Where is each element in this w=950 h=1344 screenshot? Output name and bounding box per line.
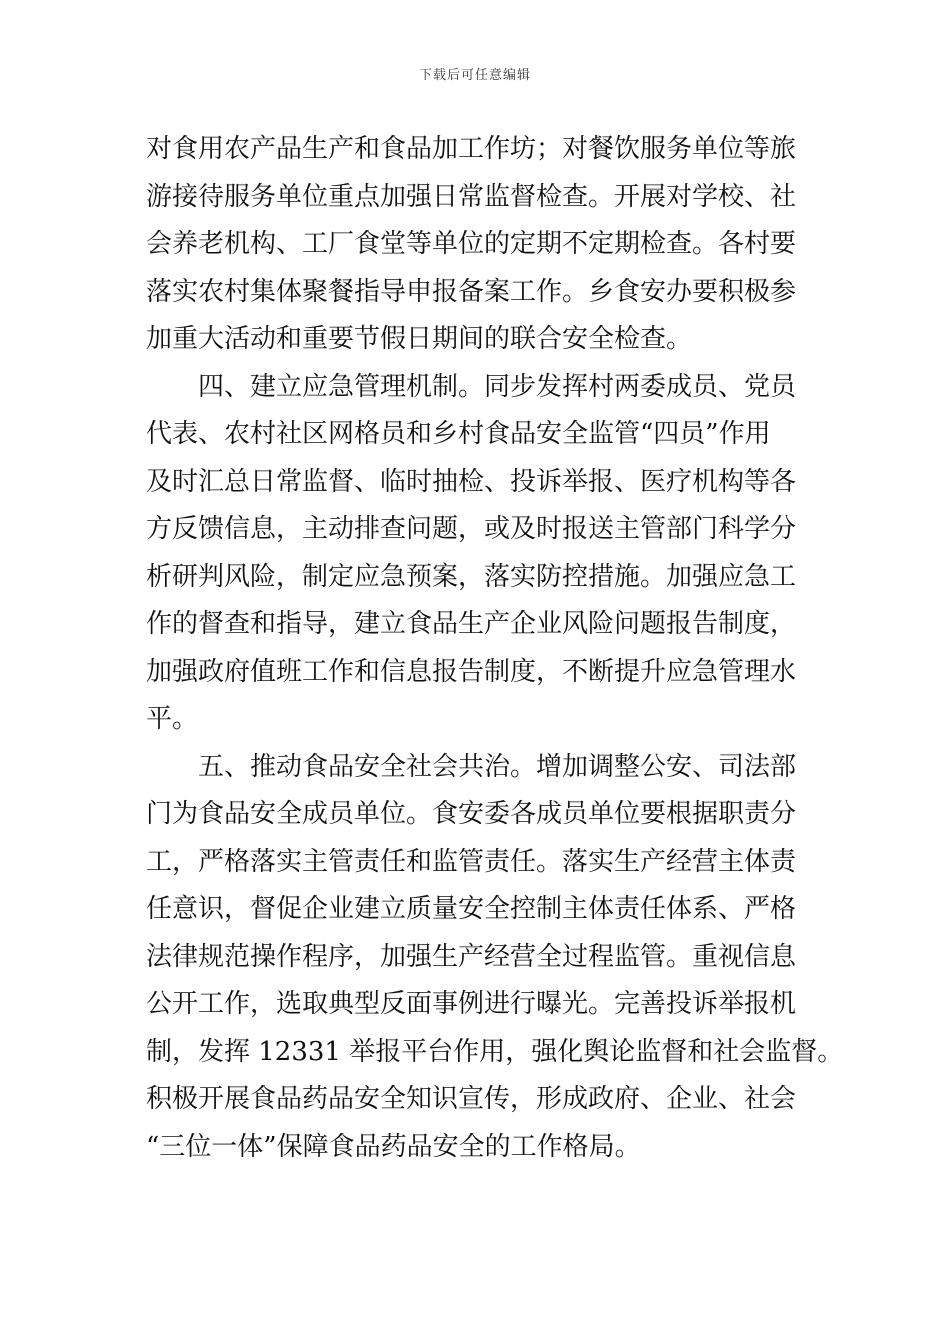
text-line: 公开工作，选取典型反面事例进行曝光。完善投诉举报机 [146, 989, 797, 1019]
text-line: 四、建立应急管理机制。同步发挥村两委成员、党员 [198, 371, 797, 402]
text-line: 工，严格落实主管责任和监管责任。落实生产经营主体责 [146, 846, 797, 877]
text-line: “三位一体”保障食品药品安全的工作格局。 [146, 1131, 641, 1162]
text-line: 及时汇总日常监督、临时抽检、投诉举报、医疗机构等各 [146, 466, 797, 497]
text-line: 法律规范操作程序，加强生产经营全过程监管。重视信息 [146, 941, 797, 972]
text-line: 平。 [146, 704, 199, 734]
text-line: 作的督查和指导，建立食品生产企业风险问题报告制度， [146, 609, 797, 639]
paragraph-1 [146, 126, 806, 364]
text-line: 析研判风险，制定应急预案，落实防控措施。加强应急工 [146, 561, 797, 592]
text-line: 五、推动食品安全社会共治。增加调整公安、司法部 [198, 751, 797, 782]
text-line: 积极开展食品药品安全知识宣传，形成政府、企业、社会 [146, 1084, 797, 1114]
text-line: 任意识，督促企业建立质量安全控制主体责任体系、严格 [146, 894, 797, 924]
paragraph-3 [146, 744, 844, 1172]
text-line: 加重大活动和重要节假日期间的联合安全检查。 [146, 324, 693, 354]
text-line: 方反馈信息，主动排查问题，或及时报送主管部门科学分 [146, 514, 797, 544]
text-line: 制，发挥 12331 举报平台作用，强化舆论监督和社会监督。 [146, 1036, 844, 1067]
text-line: 落实农村集体聚餐指导申报备案工作。乡食安办要积极参 [146, 276, 797, 307]
text-line: 游接待服务单位重点加强日常监督检查。开展对学校、社 [146, 181, 797, 212]
text-line: 会养老机构、工厂食堂等单位的定期不定期检查。各村要 [146, 229, 797, 259]
page-header: 下载后可任意编辑 [418, 68, 531, 83]
paragraph-2 [146, 364, 806, 744]
text-line: 门为食品安全成员单位。食安委各成员单位要根据职责分 [146, 799, 797, 829]
document-body [146, 126, 844, 1171]
text-line: 代表、农村社区网格员和乡村食品安全监管“四员”作用 [146, 419, 771, 449]
text-line: 对食用农产品生产和食品加工作坊；对餐饮服务单位等旅 [146, 134, 797, 164]
text-line: 加强政府值班工作和信息报告制度，不断提升应急管理水 [146, 656, 797, 687]
